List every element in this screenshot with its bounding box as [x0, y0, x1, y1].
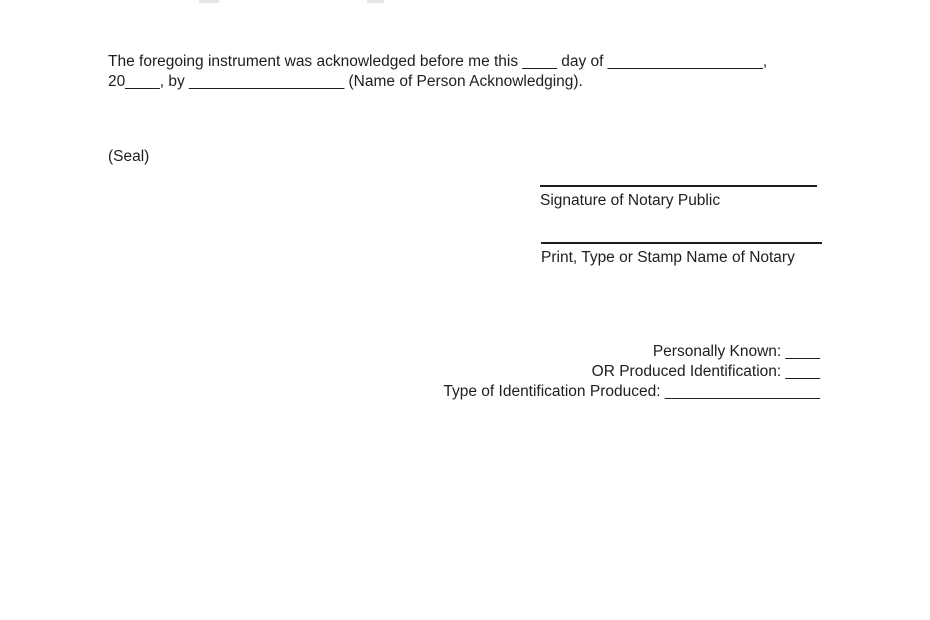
acknowledger-name-blank: __________________: [189, 73, 345, 90]
personally-known-label: Personally Known:: [652, 343, 786, 360]
type-of-identification-line: [260, 382, 820, 402]
ack-name-caption: (Name of Person Acknowledging).: [344, 73, 583, 90]
year-blank: ____: [125, 73, 160, 90]
personally-known-blank: ____: [785, 343, 820, 360]
month-date-blank: __________________: [607, 53, 763, 70]
seal-label: (Seal): [108, 148, 150, 165]
notary-print-name-caption: Print, Type or Stamp Name of Notary: [541, 249, 795, 266]
produced-identification-blank: ____: [785, 363, 820, 380]
cropped-text-remnant: [367, 0, 384, 3]
produced-identification-label: OR Produced Identification:: [591, 363, 786, 380]
ack-text-by: , by: [159, 73, 190, 90]
day-blank: ____: [522, 53, 557, 70]
ack-text-day-of: day of: [556, 53, 608, 70]
ack-year-prefix: 20: [108, 73, 126, 90]
notary-signature-caption: Signature of Notary Public: [540, 192, 721, 209]
produced-identification-line: [260, 362, 820, 382]
notary-signature-line: [540, 185, 817, 187]
acknowledgment-line-1: [108, 52, 848, 72]
type-of-identification-blank: __________________: [664, 383, 820, 400]
acknowledgment-line-2: [108, 72, 848, 92]
notary-print-name-line: [541, 242, 822, 244]
cropped-text-remnant: [199, 0, 219, 3]
type-of-identification-label: Type of Identification Produced:: [443, 383, 665, 400]
personally-known-line: [260, 342, 820, 362]
ack-text-before-day: The foregoing instrument was acknowledged before me this: [108, 53, 523, 70]
acknowledgment-paragraph: [108, 52, 848, 92]
identification-block: [260, 342, 820, 402]
ack-line1-comma: ,: [762, 53, 768, 70]
